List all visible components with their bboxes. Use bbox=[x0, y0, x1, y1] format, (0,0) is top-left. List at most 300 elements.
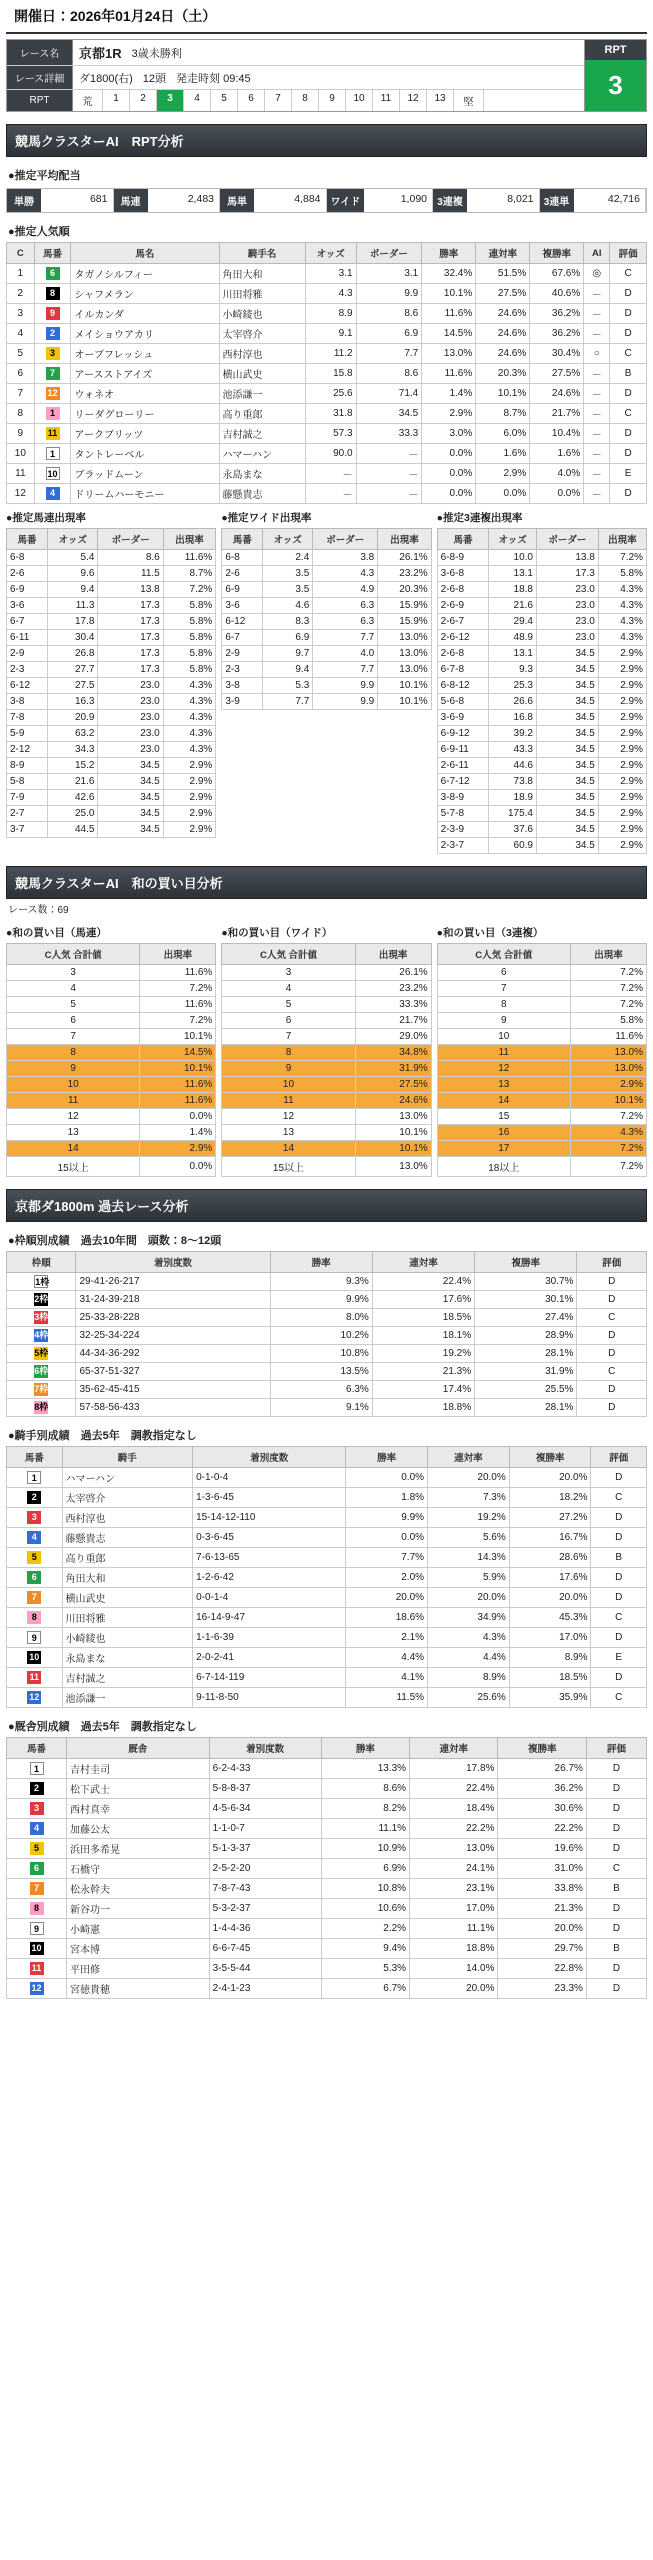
table-row[interactable] bbox=[437, 822, 646, 838]
column-header: オッズ bbox=[48, 529, 98, 550]
table-row[interactable] bbox=[437, 598, 646, 614]
table-row[interactable] bbox=[7, 304, 647, 324]
cell: D bbox=[586, 1979, 646, 1999]
table-row[interactable] bbox=[7, 1077, 216, 1093]
table-row[interactable] bbox=[7, 1779, 647, 1799]
horse-number bbox=[34, 384, 71, 404]
table-row[interactable] bbox=[437, 1029, 646, 1045]
cell: 3-8-9 bbox=[437, 790, 489, 806]
table-row[interactable] bbox=[437, 806, 646, 822]
rpt-cell-堅[interactable]: 堅 bbox=[454, 90, 484, 111]
table-row[interactable] bbox=[222, 694, 431, 710]
cell: 1-4-4-36 bbox=[209, 1919, 321, 1939]
table-row[interactable] bbox=[7, 981, 216, 997]
table-row[interactable] bbox=[7, 1381, 647, 1399]
cell: － bbox=[584, 424, 610, 444]
cell: 4.3% bbox=[598, 582, 646, 598]
cell: 吉村誠之 bbox=[62, 1668, 193, 1688]
table-row[interactable] bbox=[7, 1488, 647, 1508]
cell: 23.0 bbox=[98, 678, 163, 694]
column-header: ボーダー bbox=[98, 529, 163, 550]
cell: リーダグローリー bbox=[71, 404, 219, 424]
trainer-results-table bbox=[6, 1737, 647, 1999]
table-row[interactable] bbox=[7, 284, 647, 304]
cell: イルカンダ bbox=[71, 304, 219, 324]
table-row[interactable] bbox=[222, 582, 431, 598]
cell: 2.9% bbox=[598, 806, 646, 822]
cell: 27.5% bbox=[530, 364, 584, 384]
table-row[interactable] bbox=[437, 1013, 646, 1029]
table-row[interactable] bbox=[437, 1093, 646, 1109]
cell: 25.3 bbox=[489, 678, 537, 694]
table-row[interactable] bbox=[7, 264, 647, 284]
table-row[interactable] bbox=[7, 997, 216, 1013]
table-row[interactable] bbox=[7, 1528, 647, 1548]
rpt-cell-3[interactable]: 3 bbox=[157, 90, 184, 111]
table-row[interactable] bbox=[7, 550, 216, 566]
cell: 5-7-8 bbox=[437, 806, 489, 822]
cell: 34.5 bbox=[98, 806, 163, 822]
table-row[interactable] bbox=[7, 662, 216, 678]
cell: 8.7% bbox=[163, 566, 216, 582]
trio-block bbox=[437, 508, 647, 854]
cell: 14 bbox=[7, 1141, 140, 1157]
table-row[interactable] bbox=[7, 1327, 647, 1345]
table-row[interactable] bbox=[437, 1141, 646, 1157]
table-row[interactable] bbox=[7, 1093, 216, 1109]
rpt-panel bbox=[584, 40, 646, 111]
avg-payout-row bbox=[6, 188, 647, 213]
cell: D bbox=[577, 1399, 647, 1417]
table-row[interactable] bbox=[7, 822, 216, 838]
rpt-cell-13[interactable]: 13 bbox=[427, 90, 454, 111]
table-row[interactable] bbox=[437, 694, 646, 710]
waku-chip: 3 bbox=[46, 347, 60, 360]
table-row[interactable] bbox=[7, 464, 647, 484]
table-row[interactable] bbox=[7, 1029, 216, 1045]
cell: 34.9% bbox=[428, 1608, 510, 1628]
table-row[interactable] bbox=[7, 484, 647, 504]
cell: 2-3-9 bbox=[437, 822, 489, 838]
table-row[interactable] bbox=[437, 662, 646, 678]
rpt-cell-6[interactable]: 6 bbox=[238, 90, 265, 111]
cell: 11.6% bbox=[140, 1093, 216, 1109]
column-header: 馬番 bbox=[34, 243, 71, 264]
cell: 34.3 bbox=[48, 742, 98, 758]
table-row[interactable] bbox=[7, 364, 647, 384]
rpt-cell-8[interactable]: 8 bbox=[292, 90, 319, 111]
table-row[interactable] bbox=[7, 1273, 647, 1291]
cell: 2.9% bbox=[163, 806, 216, 822]
cell: 4.3% bbox=[163, 678, 216, 694]
table-row[interactable] bbox=[7, 1309, 647, 1327]
cell: 藤懸貴志 bbox=[62, 1528, 193, 1548]
cell: 小崎憲 bbox=[67, 1919, 210, 1939]
waku-results-table bbox=[6, 1251, 647, 1417]
cell: 7-9 bbox=[7, 790, 48, 806]
table-row[interactable] bbox=[222, 550, 431, 566]
cell: 34.5 bbox=[536, 678, 598, 694]
table-row[interactable] bbox=[7, 694, 216, 710]
rpt-cell-4[interactable]: 4 bbox=[184, 90, 211, 111]
cell: 11.5% bbox=[346, 1688, 428, 1708]
table-row[interactable] bbox=[7, 566, 216, 582]
table-row[interactable] bbox=[7, 582, 216, 598]
cell: 28.1% bbox=[475, 1399, 577, 1417]
table-row[interactable] bbox=[437, 1045, 646, 1061]
table-row[interactable] bbox=[7, 1345, 647, 1363]
table-row[interactable] bbox=[222, 1077, 431, 1093]
cell: 4.0% bbox=[530, 464, 584, 484]
cell: 21.6 bbox=[489, 598, 537, 614]
cell: 18.8% bbox=[410, 1939, 498, 1959]
table-row[interactable] bbox=[222, 646, 431, 662]
table-row[interactable] bbox=[7, 1508, 647, 1528]
cell: 10.1% bbox=[476, 384, 530, 404]
horse-number bbox=[34, 304, 71, 324]
table-row[interactable] bbox=[7, 965, 216, 981]
cell: 16-14-9-47 bbox=[193, 1608, 346, 1628]
wa-wide-table bbox=[221, 943, 431, 1177]
horse-number bbox=[7, 1608, 63, 1628]
cell: 2.9% bbox=[598, 726, 646, 742]
cell: 16.7% bbox=[509, 1528, 591, 1548]
table-row[interactable] bbox=[7, 678, 216, 694]
cell: 10 bbox=[7, 444, 35, 464]
cell: 17.3 bbox=[98, 646, 163, 662]
table-row[interactable] bbox=[222, 630, 431, 646]
table-row[interactable] bbox=[437, 981, 646, 997]
cell: 33.3% bbox=[355, 997, 431, 1013]
table-row[interactable] bbox=[7, 1109, 216, 1125]
cell: 30.4% bbox=[530, 344, 584, 364]
horse-number bbox=[7, 1588, 63, 1608]
table-row[interactable] bbox=[222, 997, 431, 1013]
cell: 2-9 bbox=[222, 646, 263, 662]
table-row[interactable] bbox=[437, 774, 646, 790]
cell: 27.2% bbox=[509, 1508, 591, 1528]
table-row[interactable] bbox=[7, 774, 216, 790]
cell: 3-9 bbox=[222, 694, 263, 710]
table-row[interactable] bbox=[7, 1648, 647, 1668]
table-row[interactable] bbox=[7, 1125, 216, 1141]
waku-chip: 8枠 bbox=[34, 1402, 49, 1412]
table-row[interactable] bbox=[7, 1548, 647, 1568]
table-row[interactable] bbox=[437, 838, 646, 854]
table-row[interactable] bbox=[437, 997, 646, 1013]
rpt-cell-5[interactable]: 5 bbox=[211, 90, 238, 111]
cell: 吉村誠之 bbox=[219, 424, 305, 444]
column-header: 評価 bbox=[577, 1252, 647, 1273]
table-row[interactable] bbox=[222, 678, 431, 694]
table-row[interactable] bbox=[222, 1125, 431, 1141]
table-row[interactable] bbox=[222, 566, 431, 582]
table-row[interactable] bbox=[7, 324, 647, 344]
table-row[interactable] bbox=[222, 1029, 431, 1045]
cell: 20.3% bbox=[378, 582, 431, 598]
table-row[interactable] bbox=[7, 1819, 647, 1839]
cell: 25.0 bbox=[48, 806, 98, 822]
table-row[interactable] bbox=[7, 1799, 647, 1819]
table-row[interactable] bbox=[437, 790, 646, 806]
table-row[interactable] bbox=[7, 1061, 216, 1077]
column-header: ボーダー bbox=[536, 529, 598, 550]
table-row[interactable] bbox=[7, 344, 647, 364]
table-row[interactable] bbox=[7, 742, 216, 758]
cell: 太宰啓介 bbox=[62, 1488, 193, 1508]
table-row[interactable] bbox=[7, 1568, 647, 1588]
waku-chip: 12 bbox=[29, 1692, 40, 1702]
cell: 2.2% bbox=[321, 1919, 409, 1939]
table-row[interactable] bbox=[222, 614, 431, 630]
table-row[interactable] bbox=[437, 630, 646, 646]
cell: ◎ bbox=[584, 264, 610, 284]
table-row[interactable] bbox=[222, 1109, 431, 1125]
trainer-header-row bbox=[7, 1738, 647, 1759]
cell: 17.3 bbox=[98, 630, 163, 646]
cell: 1.4% bbox=[422, 384, 476, 404]
cell: 加藤公太 bbox=[67, 1819, 210, 1839]
cell: 7.2% bbox=[570, 1109, 646, 1125]
cell: 14.5% bbox=[422, 324, 476, 344]
table-row[interactable] bbox=[7, 1013, 216, 1029]
cell: 2.9% bbox=[598, 790, 646, 806]
cell: 23.3% bbox=[498, 1979, 586, 1999]
table-row[interactable] bbox=[437, 965, 646, 981]
horse-number bbox=[7, 1899, 67, 1919]
rpt-scale[interactable] bbox=[73, 90, 484, 111]
table-row[interactable] bbox=[222, 1045, 431, 1061]
cell: 23.0 bbox=[98, 694, 163, 710]
table-row[interactable] bbox=[7, 1141, 216, 1157]
table-row[interactable] bbox=[222, 1157, 431, 1177]
table-row[interactable] bbox=[7, 424, 647, 444]
horse-number bbox=[7, 1648, 63, 1668]
table-row[interactable] bbox=[437, 678, 646, 694]
table-row[interactable] bbox=[437, 550, 646, 566]
table-row[interactable] bbox=[7, 1363, 647, 1381]
cell: 7-6-13-65 bbox=[193, 1548, 346, 1568]
cell: 5.8% bbox=[163, 630, 216, 646]
cell: 9.9 bbox=[313, 678, 378, 694]
cell: 11.3 bbox=[48, 598, 98, 614]
table-row[interactable] bbox=[437, 1157, 646, 1177]
table-row[interactable] bbox=[437, 758, 646, 774]
cell: 9.9 bbox=[356, 284, 422, 304]
horse-number bbox=[34, 264, 71, 284]
cell: 15-14-12-110 bbox=[193, 1508, 346, 1528]
table-row[interactable] bbox=[7, 726, 216, 742]
table-row[interactable] bbox=[437, 646, 646, 662]
table-row[interactable] bbox=[7, 614, 216, 630]
quinella-body bbox=[7, 550, 216, 838]
table-row[interactable] bbox=[7, 1668, 647, 1688]
cell: 吉村圭司 bbox=[67, 1759, 210, 1779]
table-row[interactable] bbox=[7, 758, 216, 774]
cell: C bbox=[610, 344, 647, 364]
rpt-cell-10[interactable]: 10 bbox=[346, 90, 373, 111]
cell: 2-6 bbox=[7, 566, 48, 582]
cell: 13.0% bbox=[378, 662, 431, 678]
cell: 4.0 bbox=[313, 646, 378, 662]
cell: 6-8 bbox=[222, 550, 263, 566]
table-row[interactable] bbox=[7, 444, 647, 464]
table-row[interactable] bbox=[437, 582, 646, 598]
rpt-cell-7[interactable]: 7 bbox=[265, 90, 292, 111]
table-row[interactable] bbox=[437, 1077, 646, 1093]
rpt-cell-11[interactable]: 11 bbox=[373, 90, 400, 111]
cell: 15以上 bbox=[222, 1157, 355, 1177]
cell: 57.3 bbox=[305, 424, 356, 444]
horse-number bbox=[7, 1273, 76, 1291]
column-header: オッズ bbox=[263, 529, 313, 550]
cell: 6.3 bbox=[313, 598, 378, 614]
table-row[interactable] bbox=[437, 1061, 646, 1077]
table-row[interactable] bbox=[7, 646, 216, 662]
table-row[interactable] bbox=[222, 1013, 431, 1029]
table-row[interactable] bbox=[7, 598, 216, 614]
cell: － bbox=[584, 284, 610, 304]
rpt-cell-9[interactable]: 9 bbox=[319, 90, 346, 111]
cell: 51.5% bbox=[476, 264, 530, 284]
table-row[interactable] bbox=[7, 1608, 647, 1628]
cell: 16.8 bbox=[489, 710, 537, 726]
waku-chip: 3 bbox=[30, 1802, 44, 1815]
rpt-cell-荒[interactable]: 荒 bbox=[73, 90, 103, 111]
wa-trio-table bbox=[437, 943, 647, 1177]
cell: 31-24-39-218 bbox=[76, 1291, 270, 1309]
cell: 34.5 bbox=[536, 758, 598, 774]
table-row[interactable] bbox=[437, 710, 646, 726]
quinella-header-row bbox=[7, 529, 216, 550]
table-row[interactable] bbox=[7, 1468, 647, 1488]
rpt-cell-12[interactable]: 12 bbox=[400, 90, 427, 111]
cell: 3.1 bbox=[356, 264, 422, 284]
table-row[interactable] bbox=[7, 1919, 647, 1939]
cell: 10.1% bbox=[355, 1125, 431, 1141]
jockey-header-row bbox=[7, 1447, 647, 1468]
table-row[interactable] bbox=[222, 1061, 431, 1077]
table-row[interactable] bbox=[7, 1291, 647, 1309]
table-row[interactable] bbox=[7, 1899, 647, 1919]
cell: 7 bbox=[7, 1029, 140, 1045]
table-row[interactable] bbox=[7, 1939, 647, 1959]
cell: 13 bbox=[437, 1077, 570, 1093]
payout-item bbox=[7, 189, 114, 212]
waku-chip: 10 bbox=[47, 469, 58, 479]
rpt-cell-1[interactable]: 1 bbox=[103, 90, 130, 111]
cell: 2-6-9 bbox=[437, 598, 489, 614]
table-row[interactable] bbox=[222, 662, 431, 678]
wide-body bbox=[222, 550, 431, 710]
table-row[interactable] bbox=[7, 1399, 647, 1417]
table-row[interactable] bbox=[7, 1879, 647, 1899]
cell: 18.5% bbox=[509, 1668, 591, 1688]
rpt-cell-2[interactable]: 2 bbox=[130, 90, 157, 111]
table-row[interactable] bbox=[7, 1688, 647, 1708]
cell: 18.8% bbox=[372, 1399, 474, 1417]
cell: 13.0% bbox=[570, 1061, 646, 1077]
table-row[interactable] bbox=[7, 806, 216, 822]
section-wa-analysis: 競馬クラスターAI 和の買い目分析 bbox=[6, 866, 647, 899]
cell: 17.8 bbox=[48, 614, 98, 630]
cell: 2-3 bbox=[7, 662, 48, 678]
table-row[interactable] bbox=[222, 981, 431, 997]
cell: 5-3-2-37 bbox=[209, 1899, 321, 1919]
table-row[interactable] bbox=[7, 1628, 647, 1648]
cell: 5-8 bbox=[7, 774, 48, 790]
table-row[interactable] bbox=[7, 1959, 647, 1979]
column-header: 複勝率 bbox=[498, 1738, 586, 1759]
cell: 13 bbox=[7, 1125, 140, 1141]
table-row[interactable] bbox=[222, 598, 431, 614]
waku-chip: 9 bbox=[27, 1631, 41, 1644]
table-row[interactable] bbox=[437, 742, 646, 758]
column-header: オッズ bbox=[305, 243, 356, 264]
cell: 8.7% bbox=[476, 404, 530, 424]
table-row[interactable] bbox=[7, 1157, 216, 1177]
wa-quinella-block bbox=[6, 923, 216, 1177]
cell: 4.3% bbox=[570, 1125, 646, 1141]
table-row[interactable] bbox=[437, 566, 646, 582]
cell: 25-33-28-228 bbox=[76, 1309, 270, 1327]
table-row[interactable] bbox=[7, 1979, 647, 1999]
cell: D bbox=[610, 324, 647, 344]
cell: 13.0% bbox=[355, 1157, 431, 1177]
horse-number bbox=[7, 1879, 67, 1899]
cell: 6-12 bbox=[7, 678, 48, 694]
avg-payout-title: ●推定平均配当 bbox=[8, 170, 81, 182]
cell: 20.0% bbox=[410, 1979, 498, 1999]
table-row[interactable] bbox=[437, 1109, 646, 1125]
table-row[interactable] bbox=[7, 630, 216, 646]
table-row[interactable] bbox=[7, 1859, 647, 1879]
race-name-row bbox=[7, 40, 584, 66]
table-row[interactable] bbox=[7, 384, 647, 404]
column-header: 勝率 bbox=[346, 1447, 428, 1468]
table-row[interactable] bbox=[7, 790, 216, 806]
table-row[interactable] bbox=[437, 1125, 646, 1141]
cell: 13.0% bbox=[570, 1045, 646, 1061]
cell: D bbox=[577, 1291, 647, 1309]
payout-value: 2,483 bbox=[148, 189, 221, 212]
cell: 5-8-8-37 bbox=[209, 1779, 321, 1799]
table-row[interactable] bbox=[7, 1839, 647, 1859]
cell: 18.6% bbox=[346, 1608, 428, 1628]
cell: 34.5 bbox=[536, 838, 598, 854]
table-row[interactable] bbox=[7, 1045, 216, 1061]
table-row[interactable] bbox=[222, 1141, 431, 1157]
table-row[interactable] bbox=[437, 614, 646, 630]
cell: 19.2% bbox=[428, 1508, 510, 1528]
wa-col-sum: C人気 合計値 bbox=[7, 944, 140, 965]
cell: － bbox=[584, 464, 610, 484]
table-row[interactable] bbox=[7, 1759, 647, 1779]
column-header: AI bbox=[584, 243, 610, 264]
cell: ウォネオ bbox=[71, 384, 219, 404]
cell: 17.6% bbox=[509, 1568, 591, 1588]
cell: D bbox=[577, 1381, 647, 1399]
table-row[interactable] bbox=[437, 726, 646, 742]
table-row[interactable] bbox=[7, 404, 647, 424]
cell: 24.6% bbox=[476, 344, 530, 364]
table-row[interactable] bbox=[222, 1093, 431, 1109]
table-row[interactable] bbox=[7, 1588, 647, 1608]
cell: 6-7 bbox=[7, 614, 48, 630]
table-row[interactable] bbox=[222, 965, 431, 981]
table-row[interactable] bbox=[7, 710, 216, 726]
payout-item bbox=[433, 189, 540, 212]
